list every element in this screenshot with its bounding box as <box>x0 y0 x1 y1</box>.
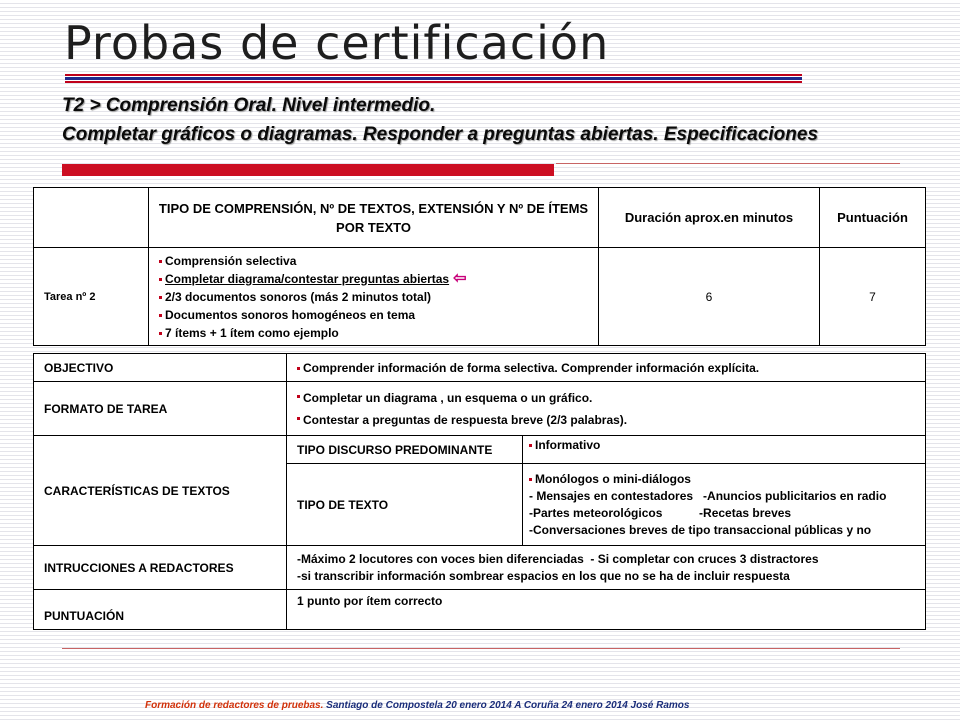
header-duracion: Duración aprox.en minutos <box>599 188 820 248</box>
instrucciones-cell <box>287 546 926 590</box>
footer <box>145 700 689 711</box>
task-item: Documentos sonoros homogéneos en tema <box>159 306 598 324</box>
tipo-texto-label: TIPO DE TEXTO <box>287 464 523 546</box>
task-label: Tarea nº 2 <box>34 248 149 346</box>
task-item <box>159 270 598 288</box>
task-duracion: 6 <box>599 248 820 346</box>
task-puntuacion: 7 <box>820 248 926 346</box>
discurso-label: TIPO DISCURSO PREDOMINANTE <box>287 436 523 464</box>
tipo-texto-line: -Conversaciones breves de tipo transaccional públicas y no <box>529 523 872 537</box>
title-rule-blue <box>65 77 802 80</box>
divider-bottom <box>62 648 900 649</box>
instrucciones-line: -si transcribir información sombrear espacios en los que no se ha de incluir respuesta <box>297 568 790 583</box>
discurso-list <box>523 436 925 454</box>
objectivo-list <box>287 359 925 377</box>
objectivo-label: OBJECTIVO <box>34 354 287 382</box>
row-discurso <box>34 436 926 464</box>
task-item: 2/3 documentos sonoros (más 2 minutos total) <box>159 288 598 306</box>
tipo-texto-list <box>523 470 925 488</box>
subtitle-line-1: T2 > Comprensión Oral. Nivel intermedio. <box>62 95 436 116</box>
row-instrucciones <box>34 546 926 590</box>
formato-list <box>287 387 925 431</box>
puntuacion-text: 1 punto por ítem correcto <box>287 590 926 630</box>
task-items-list <box>149 252 598 342</box>
divider-top <box>556 163 900 164</box>
tipo-texto-line: - Mensajes en contestadores -Anuncios publicitarios en radio <box>529 489 887 503</box>
caracteristicas-label: CARACTERÍSTICAS DE TEXTOS <box>34 436 287 546</box>
task-items-cell <box>149 248 599 346</box>
formato-cell <box>287 382 926 436</box>
discurso-value: Informativo <box>529 436 925 454</box>
task-summary-table <box>33 187 926 346</box>
discurso-value-cell <box>523 436 926 464</box>
task-row <box>34 248 926 346</box>
left-arrow-icon: ⇦ <box>453 269 467 287</box>
page-title: Probas de certificación <box>64 16 610 70</box>
puntuacion-label: PUNTUACIÓN <box>34 590 287 630</box>
footer-part-2: Santiago de Compostela 20 enero 2014 A Coruña 24 enero 2014 José Ramos <box>326 700 690 711</box>
instrucciones-label: INTRUCCIONES A REDACTORES <box>34 546 287 590</box>
formato-item: Completar un diagrama , un esquema o un gráfico. <box>297 387 925 409</box>
accent-bar <box>62 164 554 176</box>
row-formato <box>34 382 926 436</box>
specifications-table <box>33 353 926 630</box>
row-objectivo <box>34 354 926 382</box>
subtitle-line-2: Completar gráficos o diagramas. Responder a preguntas abiertas. Especificaciones <box>62 124 819 145</box>
tipo-texto-line: -Partes meteorológicos -Recetas breves <box>529 506 792 520</box>
objectivo-item: Comprender información de forma selectiva. Comprender información explícita. <box>297 359 925 377</box>
instrucciones-line: -Máximo 2 locutores con voces bien diferenciadas - Si completar con cruces 3 distractores <box>297 551 819 566</box>
header-empty-cell <box>34 188 149 248</box>
table-header-row <box>34 188 926 248</box>
task-item-text: Completar diagrama/contestar preguntas abiertas <box>165 271 450 286</box>
header-puntuacion: Puntuación <box>820 188 926 248</box>
title-rule-red-lower <box>65 81 802 83</box>
footer-part-1: Formación de redactores de pruebas. <box>145 700 324 711</box>
task-item: 7 ítems + 1 ítem como ejemplo <box>159 324 598 342</box>
title-rule-red <box>65 74 802 76</box>
formato-label: FORMATO DE TAREA <box>34 382 287 436</box>
objectivo-cell <box>287 354 926 382</box>
formato-item: Contestar a preguntas de respuesta breve (2/3 palabras). <box>297 409 925 431</box>
header-tipo: TIPO DE COMPRENSIÓN, Nº DE TEXTOS, EXTENSIÓN Y Nº DE ÍTEMS POR TEXTO <box>149 188 599 248</box>
row-puntuacion <box>34 590 926 630</box>
tipo-texto-cell <box>523 464 926 546</box>
task-item: Comprensión selectiva <box>159 252 598 270</box>
tipo-texto-first: Monólogos o mini-diálogos <box>529 470 925 488</box>
